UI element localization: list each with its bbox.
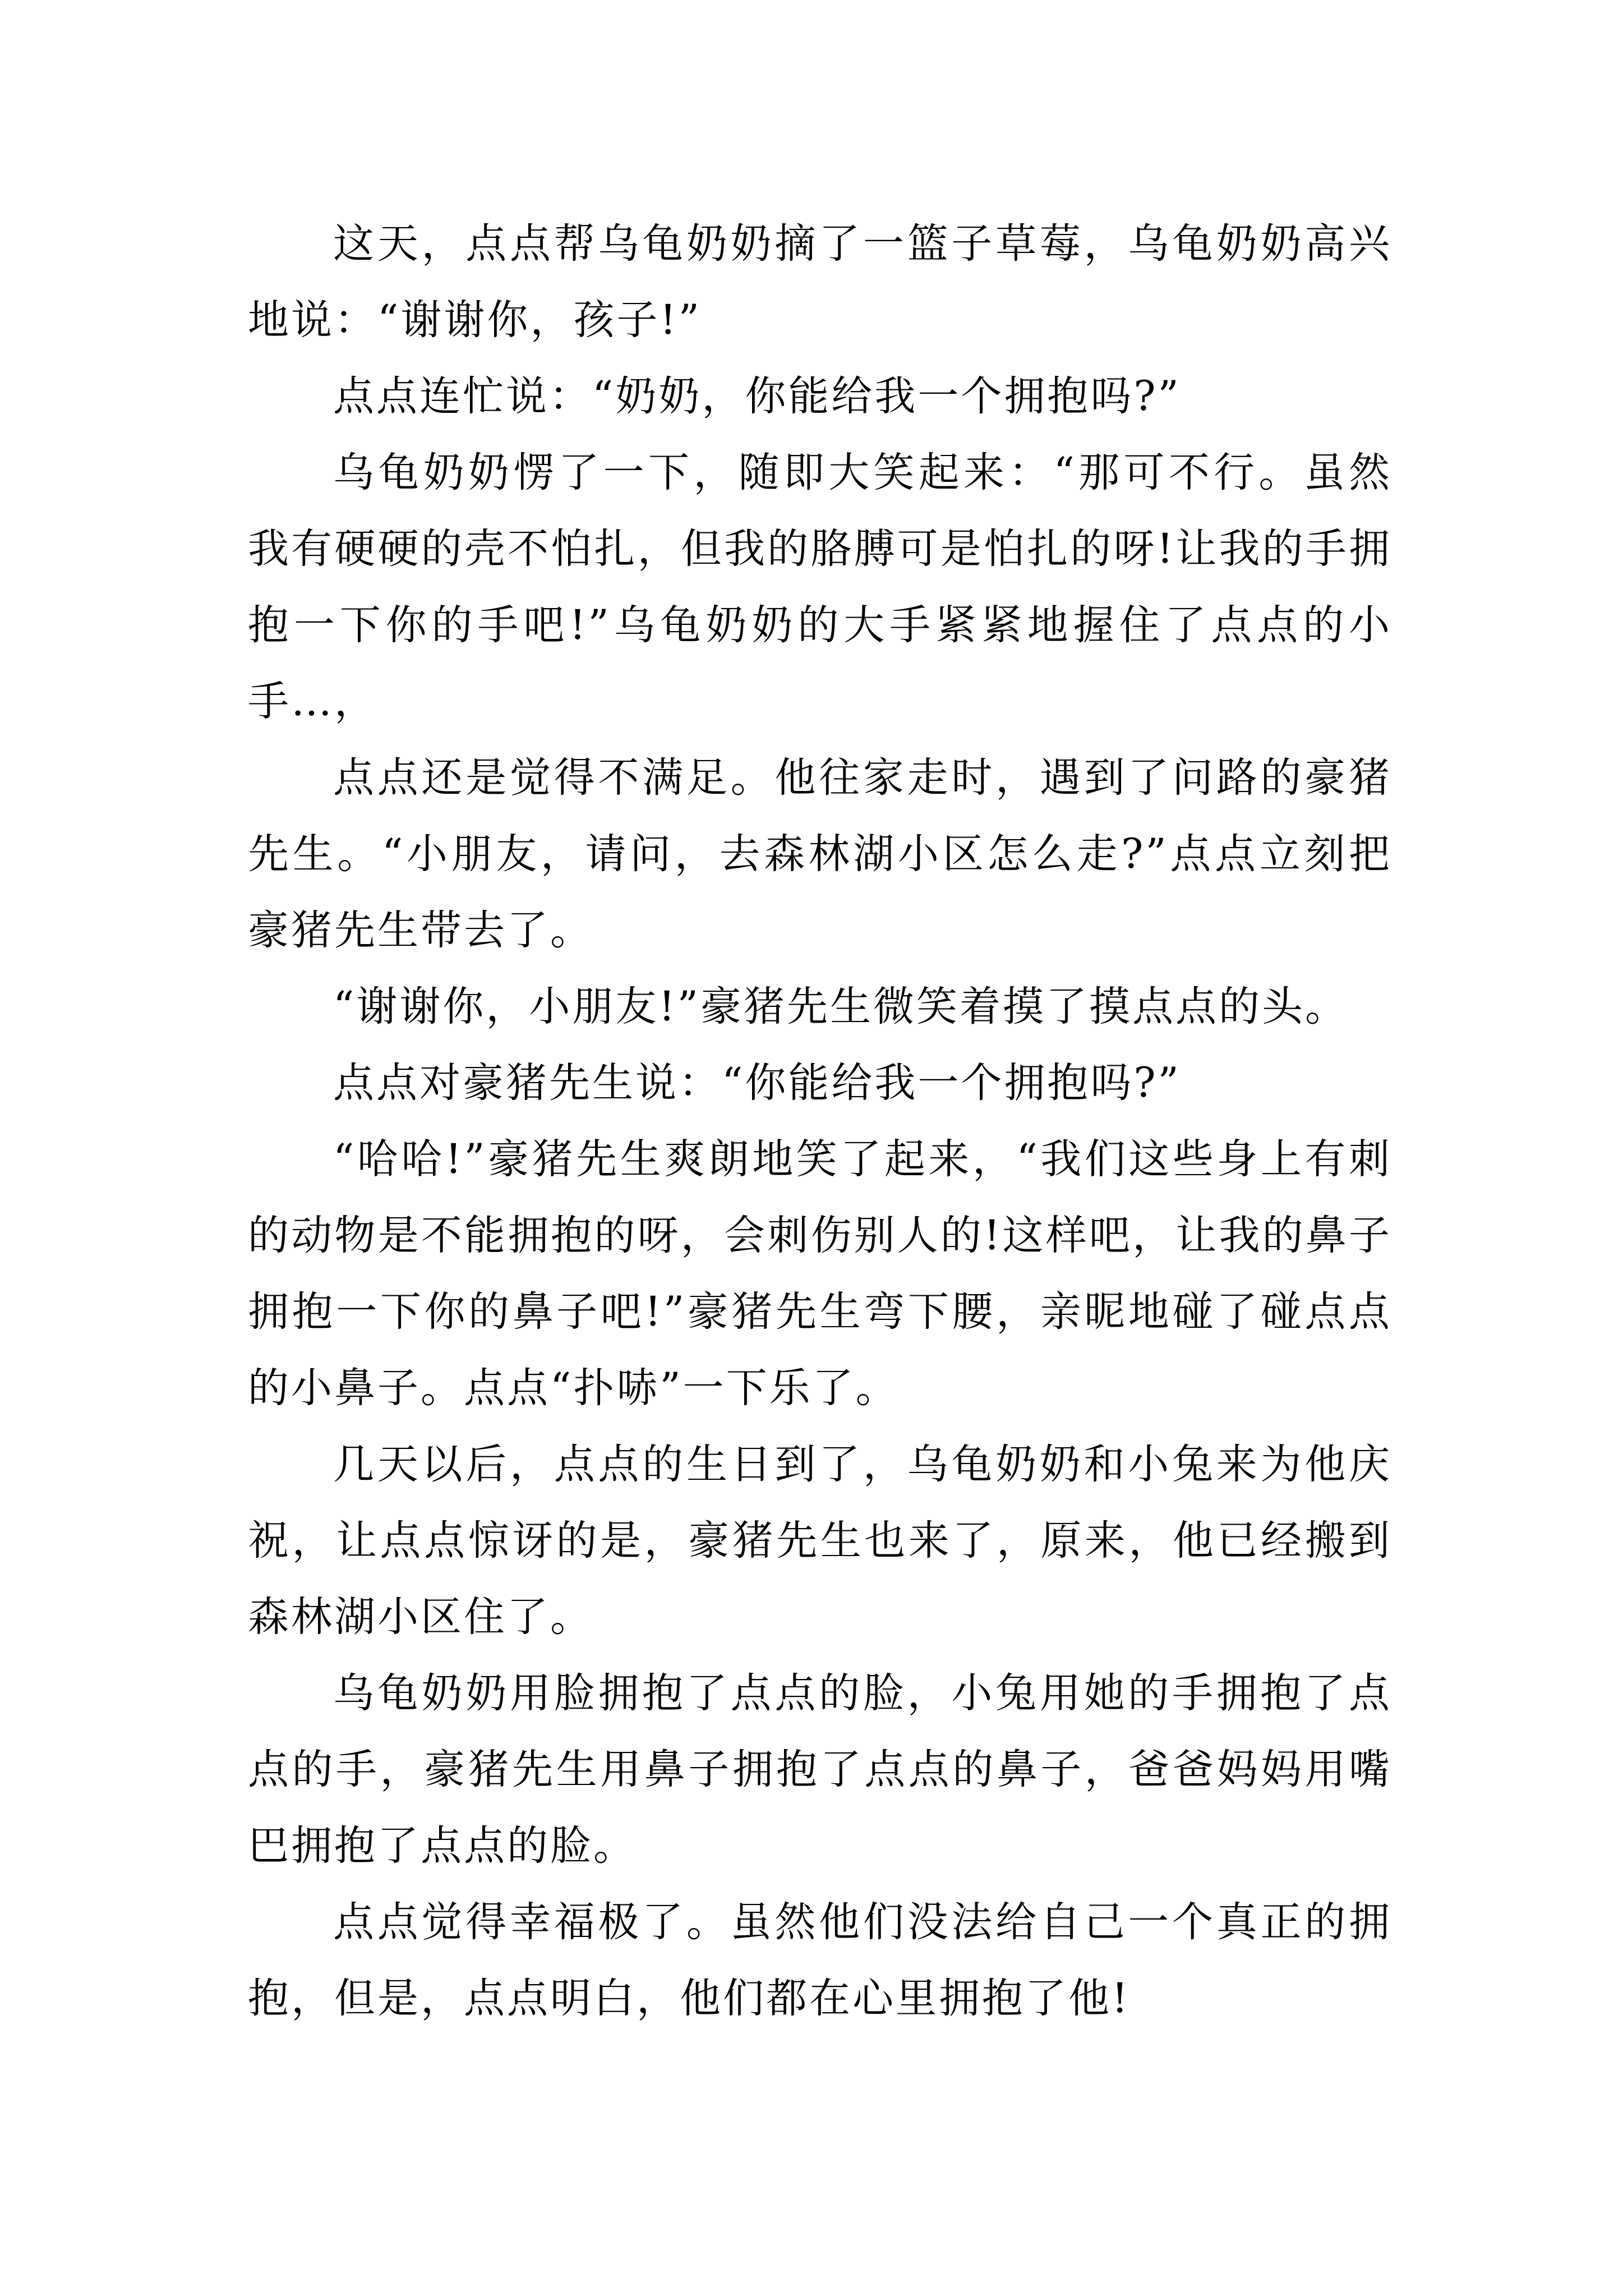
paragraph-3: 乌龟奶奶愣了一下，随即大笑起来：“那可不行。虽然我有硬硬的壳不怕扎，但我的胳膊可是怕扎的呀!让我的手拥抱一下你的手吧!”乌龟奶奶的大手紧紧地握住了点点的小手…，	[248, 449, 1392, 725]
paragraph-6: 点点对豪猪先生说：“你能给我一个拥抱吗?”	[333, 1059, 1181, 1107]
paragraph-8: 几天以后，点点的生日到了，乌龟奶奶和小兔来为他庆祝，让点点惊讶的是，豪猪先生也来了，原来，他已经搬到森林湖小区住了。	[248, 1441, 1392, 1641]
paragraph-7: “哈哈!”豪猪先生爽朗地笑了起来，“我们这些身上有刺的动物是不能拥抱的呀，会刺伤别人的!这样吧，让我的鼻子拥抱一下你的鼻子吧!”豪猪先生弯下腰，亲昵地碰了碰点点的小鼻子。点点“扑哧”一下乐了。	[248, 1135, 1392, 1412]
paragraph-10: 点点觉得幸福极了。虽然他们没法给自己一个真正的拥抱，但是，点点明白，他们都在心里拥抱了他!	[248, 1898, 1392, 2022]
story-text	[248, 206, 1392, 2037]
paragraph-2: 点点连忙说：“奶奶，你能给我一个拥抱吗?”	[333, 372, 1181, 420]
paragraph-9: 乌龟奶奶用脸拥抱了点点的脸，小兔用她的手拥抱了点点的手，豪猪先生用鼻子拥抱了点点的鼻子，爸爸妈妈用嘴巴拥抱了点点的脸。	[248, 1669, 1392, 1870]
paragraph-4: 点点还是觉得不满足。他往家走时，遇到了问路的豪猪先生。“小朋友，请问，去森林湖小区怎么走?”点点立刻把豪猪先生带去了。	[248, 754, 1392, 954]
paragraph-5: “谢谢你，小朋友!”豪猪先生微笑着摸了摸点点的头。	[333, 983, 1348, 1030]
paragraph-1: 这天，点点帮乌龟奶奶摘了一篮子草莓，乌龟奶奶高兴地说：“谢谢你，孩子!”	[248, 220, 1392, 344]
